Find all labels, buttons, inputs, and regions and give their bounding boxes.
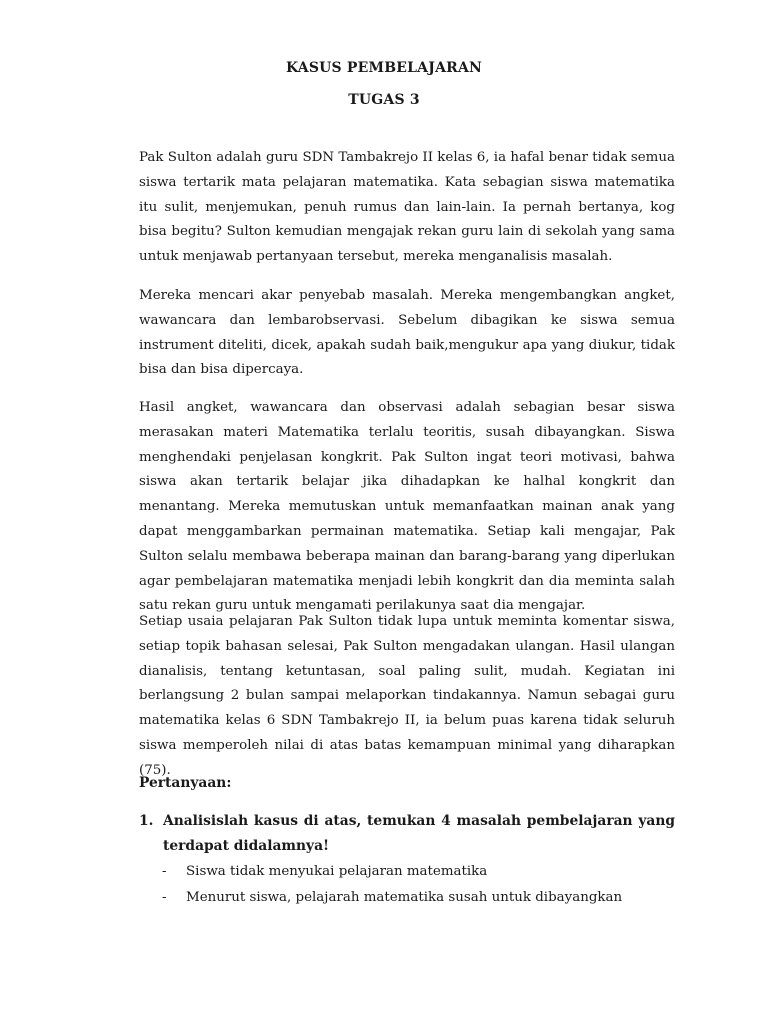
bullet-dash: - (162, 890, 167, 905)
question-item (139, 809, 675, 859)
document-title: KASUS PEMBELAJARAN (285, 60, 483, 76)
question-number: 1. (139, 813, 154, 829)
document-subtitle: TUGAS 3 (348, 92, 420, 108)
questions-heading: Pertanyaan: (139, 775, 232, 791)
paragraph-1: Pak Sulton adalah guru SDN Tambakrejo II kelas 6, ia hafal benar tidak semua siswa tertarik mata pelajaran matematika. Kata sebagian siswa matematika itu sulit, menjemukan, penuh rumus dan lain-lain. Ia pernah bertanya, kog bisa begitu? Sulton kemudian mengajak rekan guru lain di sekolah yang sama untuk menjawab pertanyaan tersebut, mereka menganalisis masalah. (139, 150, 675, 265)
answer-text: Siswa tidak menyukai pelajaran matematika (186, 864, 488, 879)
paragraph-3: Hasil angket, wawancara dan observasi adalah sebagian besar siswa merasakan materi Matematika terlalu teoritis, susah dibayangkan. Siswa menghendaki penjelasan kongkrit. Pak Sulton ingat teori motivasi, bahwa siswa akan tertarik belajar jika dihadapkan ke halhal kongkrit dan menantang. Mereka memutuskan untuk memanfaatkan mainan anak yang dapat menggambarkan permainan matematika. Setiap kali mengajar, Pak Sulton selalu membawa beberapa mainan dan barang-barang yang diperlukan agar pembelajaran matematika menjadi lebih kongkrit dan dia meminta salah satu rekan guru untuk mengamati perilakunya saat dia mengajar. (139, 400, 675, 614)
paragraph-2: Mereka mencari akar penyebab masalah. Mereka mengembangkan angket, wawancara dan lembarobservasi. Sebelum dibagikan ke siswa semua instrument diteliti, dicek, apakah sudah baik,mengukur apa yang diukur, tidak bisa dan bisa dipercaya. (139, 288, 675, 378)
answer-text: Menurut siswa, pelajarah matematika susah untuk dibayangkan (186, 890, 623, 905)
paragraph-4: Setiap usaia pelajaran Pak Sulton tidak lupa untuk meminta komentar siswa, setiap topik bahasan selesai, Pak Sulton mengadakan ulangan. Hasil ulangan dianalisis, tentang ketuntasan, soal paling sulit, mudah. Kegiatan ini berlangsung 2 bulan sampai melaporkan tindakannya. Namun sebagai guru matematika kelas 6 SDN Tambakrejo II, ia belum puas karena tidak seluruh siswa memperoleh nilai di atas batas kemampuan minimal yang diharapkan (75). (139, 614, 675, 778)
question-text: Analisislah kasus di atas, temukan 4 masalah pembelajaran yang terdapat didalamnya! (163, 813, 675, 854)
bullet-dash: - (162, 864, 167, 879)
